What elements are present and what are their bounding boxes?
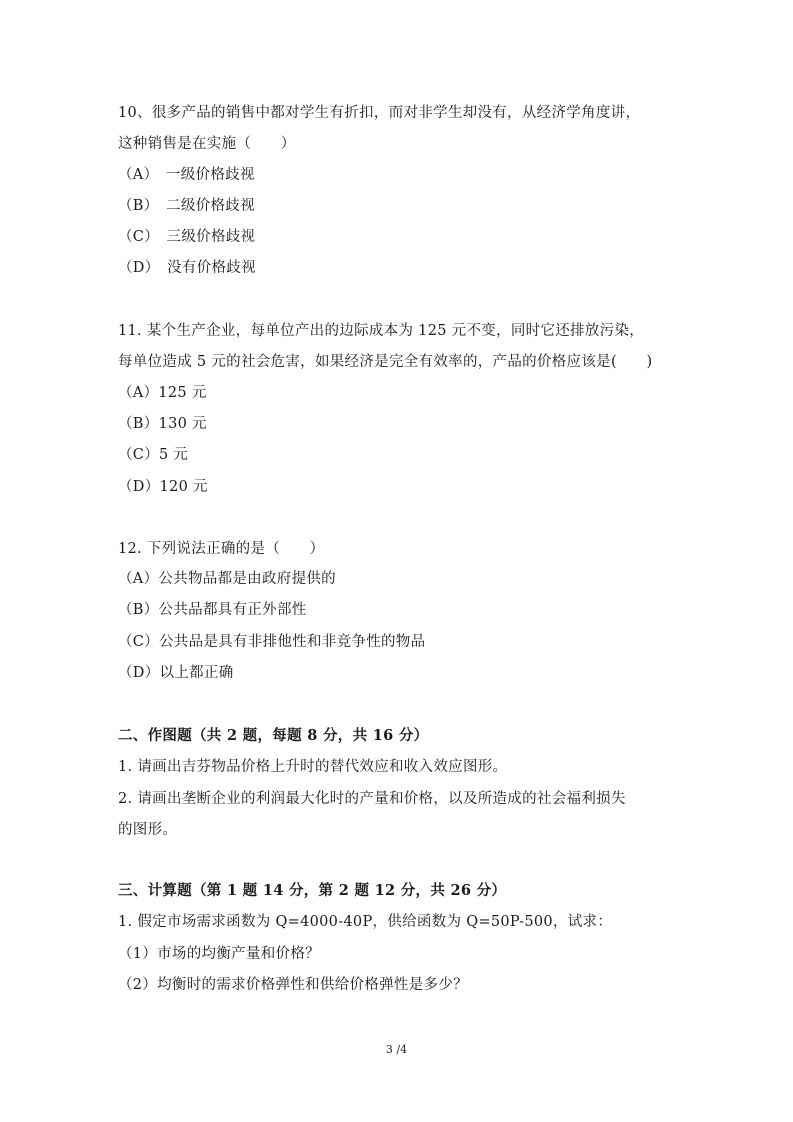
page-number: 3 /4	[385, 1043, 408, 1056]
section3-item-1-part1: （1）市场的均衡产量和价格？	[118, 946, 320, 962]
q12-stem: 12. 下列说法正确的是（ ）	[118, 541, 325, 557]
section3-heading: 三、计算题（第 1 题 14 分，第 2 题 12 分，共 26 分）	[118, 882, 507, 899]
q11-option-b: （B）130 元	[118, 416, 207, 432]
q12-option-b: （B）公共品都具有正外部性	[118, 602, 307, 618]
section3-item-1-part2: （2）均衡时的需求价格弹性和供给价格弹性是多少？	[118, 977, 468, 993]
q10-stem-line1: 10、很多产品的销售中都对学生有折扣，而对非学生却没有，从经济学角度讲，	[118, 105, 641, 121]
q10-option-c: （C） 三级价格歧视	[118, 229, 256, 245]
section2-item-2-line1: 2. 请画出垄断企业的利润最大化时的产量和价格，以及所造成的社会福利损失	[118, 791, 626, 807]
q11-stem-line1: 11. 某个生产企业，每单位产出的边际成本为 125 元不变，同时它还排放污染，	[118, 323, 645, 339]
q12-option-d: （D）以上都正确	[118, 665, 234, 681]
section2-item-1: 1. 请画出吉芬物品价格上升时的替代效应和收入效应图形。	[118, 759, 508, 775]
q10-stem-line2: 这种销售是在实施（ ）	[118, 136, 296, 152]
section2-heading: 二、作图题（共 2 题，每题 8 分，共 16 分）	[118, 727, 429, 744]
q12-option-c: （C）公共品是具有非排他性和非竞争性的物品	[118, 634, 426, 650]
q10-option-d: （D） 没有价格歧视	[118, 260, 256, 276]
section2-item-2-line2: 的图形。	[118, 822, 178, 838]
q10-option-a: （A） 一级价格歧视	[118, 167, 255, 183]
q10-option-b: （B） 二级价格歧视	[118, 198, 255, 214]
q11-option-d: （D）120 元	[118, 479, 208, 495]
q11-option-c: （C）5 元	[118, 447, 189, 463]
section3-item-1: 1. 假定市场需求函数为 Q=4000-40P，供给函数为 Q=50P-500，试求：	[118, 914, 613, 930]
q12-option-a: （A）公共物品都是由政府提供的	[118, 571, 336, 587]
q11-stem-line2: 每单位造成 5 元的社会危害，如果经济是完全有效率的，产品的价格应该是( )	[118, 354, 653, 370]
q11-option-a: （A）125 元	[118, 385, 207, 401]
